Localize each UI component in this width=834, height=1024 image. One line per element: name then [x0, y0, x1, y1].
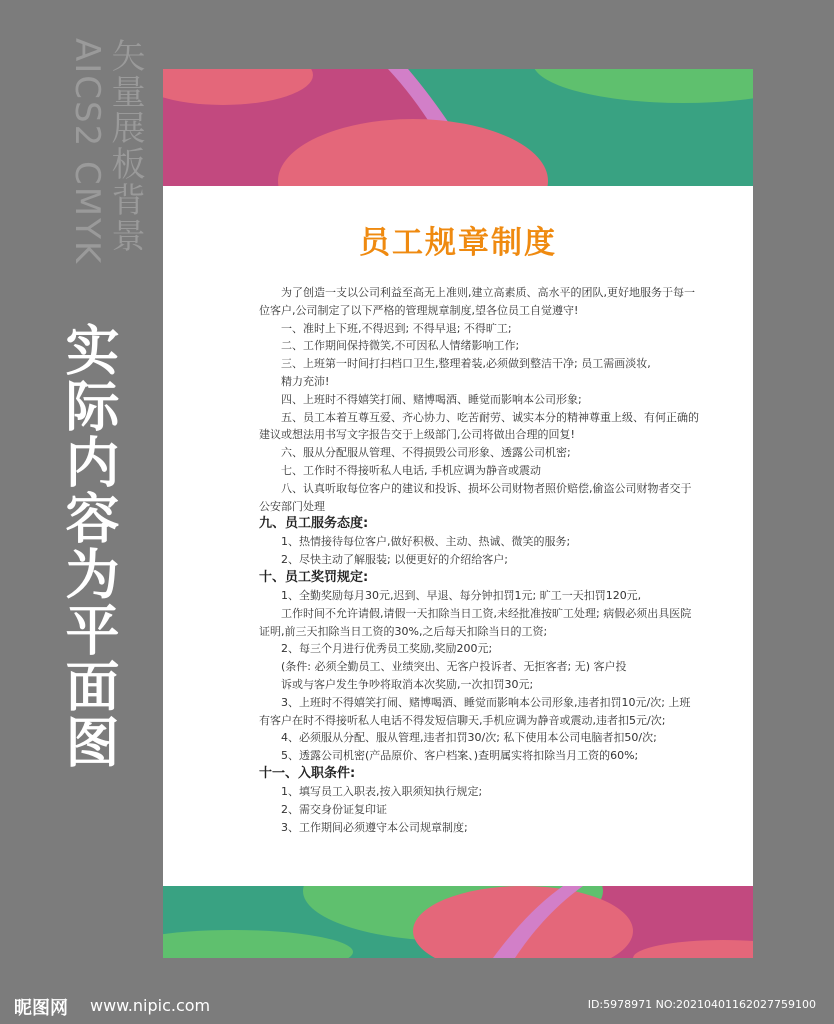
rule-line: 1、全勤奖励每月30元,迟到、早退、每分钟扣罚1元; 旷工一天扣罚120元,: [281, 588, 642, 602]
rule-line: 三、上班第一时间打扫档口卫生,整理着装,必须做到整洁干净; 员工需画淡妆,: [281, 357, 651, 371]
side-label-line2: AICS2 CMYK: [67, 38, 107, 266]
rule-line: 1、热情接待每位客户,做好积极、主动、热诚、微笑的服务;: [281, 535, 571, 549]
top-decorative-band: [163, 69, 753, 186]
rule-line: 3、工作期间必须遵守本公司规章制度;: [281, 820, 468, 834]
nipic-watermark: [0, 988, 834, 1024]
side-label-line1: 矢量展板背景: [105, 38, 145, 254]
rule-line: 2、需交身份证复印证: [281, 802, 387, 816]
rule-line: 一、准时上下班,不得迟到; 不得早退; 不得旷工;: [281, 321, 512, 335]
rule-line: 诉或与客户发生争吵将取消本次奖励,一次扣罚30元;: [281, 677, 534, 691]
rule-line: 八、认真听取每位客户的建议和投诉、损坏公司财物者照价赔偿,偷盗公司财物者交于: [281, 481, 692, 495]
rule-line: 精力充沛!: [281, 374, 330, 388]
section-heading: 十一、入职条件:: [259, 765, 356, 781]
rule-line: 1、填写员工入职表,按入职须知执行规定;: [281, 784, 483, 798]
rule-line: 为了创造一支以公司利益至高无上准则,建立高素质、高水平的团队,更好地服务于每一: [281, 286, 695, 299]
rule-line: (条件: 必须全勤员工、业绩突出、无客户投诉者、无拒客者; 无) 客户投: [281, 660, 627, 674]
rule-line: 四、上班时不得嬉笑打闹、赌博喝酒、睡觉而影响本公司形象;: [281, 392, 582, 406]
watermark-logo: 昵图网: [14, 998, 68, 1019]
rule-line: 2、每三个月进行优秀员工奖励,奖励200元;: [281, 642, 493, 656]
rule-line: 证明,前三天扣除当日工资的30%,之后每天扣除当日的工资;: [259, 624, 548, 638]
side-note: 实际内容为平面图: [57, 322, 120, 770]
bottom-decorative-band: [163, 886, 753, 958]
watermark-url: www.nipic.com: [90, 996, 211, 1015]
section-heading: 十、员工奖罚规定:: [259, 569, 369, 585]
rule-line: 六、服从分配服从管理、不得损毁公司形象、透露公司机密;: [281, 446, 571, 460]
rule-line: 位客户,公司制定了以下严格的管理规章制度,望各位员工自觉遵守!: [259, 303, 579, 317]
side-label: [54, 38, 144, 278]
rule-line: 七、工作时不得接听私人电话, 手机应调为静音或震动: [281, 463, 541, 477]
rule-line: 二、工作期间保持微笑,不可因私人情绪影响工作;: [281, 339, 520, 353]
rule-line: 五、员工本着互尊互爱、齐心协力、吃苦耐劳、诚实本分的精神尊重上级、有何正确的: [281, 410, 699, 424]
poster-board: [163, 69, 753, 958]
rule-line: 公安部门处理: [259, 499, 325, 513]
rule-line: 3、上班时不得嬉笑打闹、赌博喝酒、睡觉而影响本公司形象,违者扣罚10元/次; 上班: [281, 695, 691, 709]
page-title: 员工规章制度: [359, 225, 557, 261]
section-heading: 九、员工服务态度:: [259, 516, 369, 532]
rule-line: 5、透露公司机密(产品原价、客户档案、)查明属实将扣除当月工资的60%;: [281, 749, 639, 763]
rule-line: 2、尽快主动了解服装; 以便更好的介绍给客户;: [281, 553, 508, 567]
rule-line: 4、必须服从分配、服从管理,违者扣罚30/次; 私下使用本公司电脑者扣50/次;: [281, 731, 657, 745]
watermark-image-id: ID:5978971 NO:20210401162027759100: [587, 998, 816, 1011]
rule-line: 工作时间不允许请假,请假一天扣除当日工资,未经批准按旷工处理; 病假必须出具医院: [281, 606, 692, 620]
rules-body: [259, 284, 699, 836]
rule-line: 建议或想法用书写文字报告交于上级部门,公司将做出合理的回复!: [259, 428, 575, 442]
rule-line: 有客户在时不得接听私人电话不得发短信聊天,手机应调为静音或震动,违者扣5元/次;: [259, 713, 666, 727]
